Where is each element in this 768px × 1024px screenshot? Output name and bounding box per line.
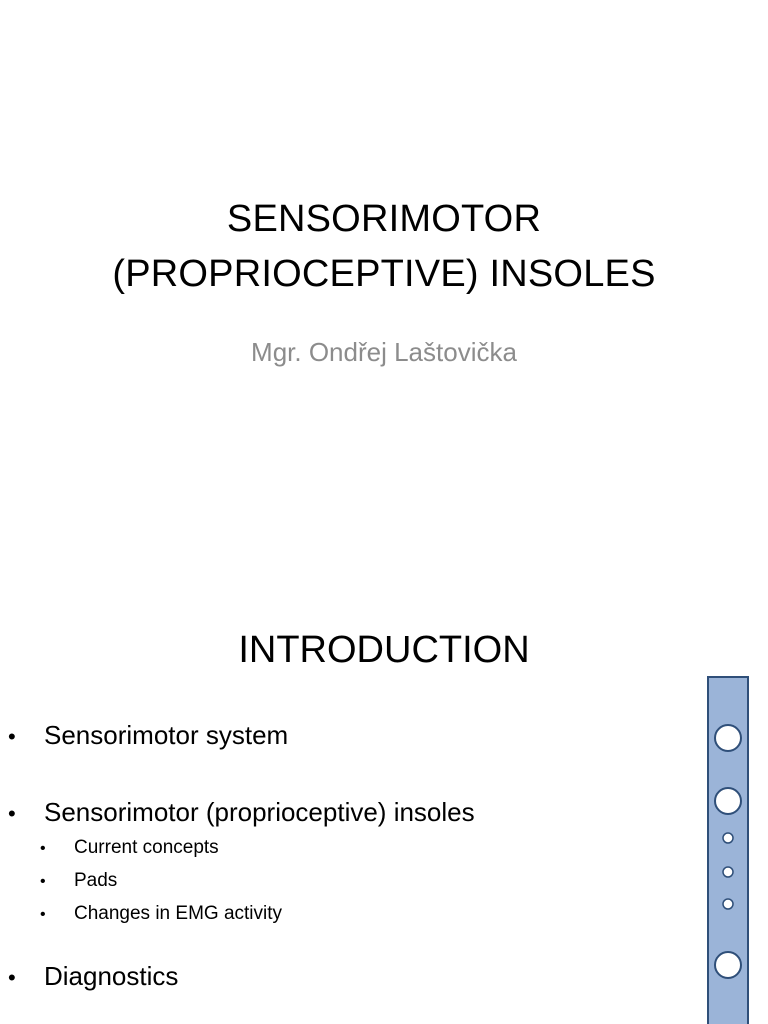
- sub-bullet-dot-icon: •: [40, 873, 46, 890]
- sub-bullet-text: Pads: [74, 870, 118, 891]
- bullet-item: [8, 718, 288, 754]
- small-pad-circle: [723, 867, 733, 877]
- bullet-item: [8, 795, 475, 831]
- author-subtitle: Mgr. Ondřej Laštovička: [251, 337, 517, 367]
- title-line-1: SENSORIMOTOR: [226, 198, 542, 240]
- bullet-text: Sensorimotor (proprioceptive) insoles: [44, 797, 475, 827]
- large-pad-circle: [715, 788, 741, 814]
- bullet-text: Sensorimotor system: [44, 720, 289, 750]
- small-pad-circle: [723, 899, 733, 909]
- insole-diagram-icon: [706, 676, 750, 1024]
- bullet-list: [0, 576, 700, 1024]
- large-pad-circle: [715, 725, 741, 751]
- bullet-text: Diagnostics: [44, 961, 179, 991]
- sub-bullet-dot-icon: •: [40, 906, 46, 923]
- small-pad-circle: [723, 833, 733, 843]
- introduction-slide: [0, 576, 768, 1024]
- introduction-title: INTRODUCTION: [238, 629, 530, 671]
- bullet-dot-icon: •: [8, 965, 16, 990]
- bullet-dot-icon: •: [8, 801, 16, 826]
- bullet-item: [8, 959, 178, 995]
- large-pad-circle: [715, 952, 741, 978]
- sub-bullet-dot-icon: •: [40, 840, 46, 857]
- sub-bullet-item: [40, 835, 219, 862]
- slide-title: [0, 192, 768, 302]
- sub-bullet-text: Current concepts: [74, 837, 219, 858]
- sub-bullet-item: [40, 901, 282, 928]
- sub-bullet-item: [40, 868, 117, 895]
- bullet-dot-icon: •: [8, 724, 16, 749]
- sub-bullet-text: Changes in EMG activity: [74, 903, 283, 924]
- title-line-2: (PROPRIOCEPTIVE) INSOLES: [112, 253, 656, 295]
